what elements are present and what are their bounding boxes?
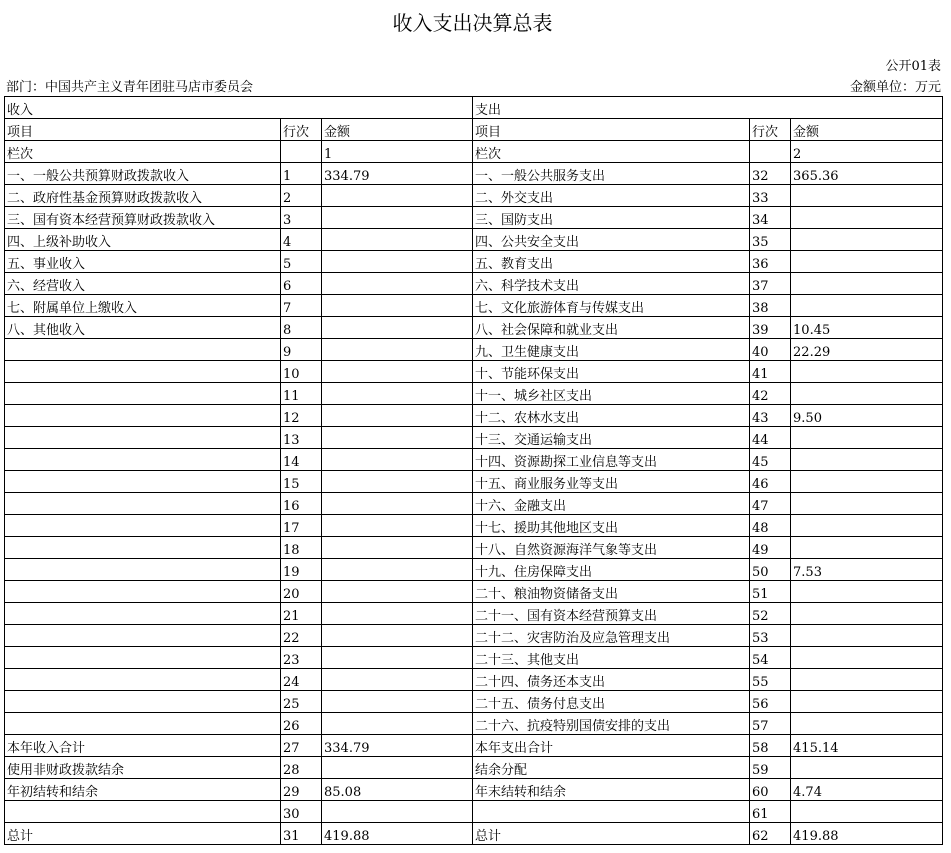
table-row (5, 427, 943, 449)
income-row-no-cell: 8 (281, 317, 322, 339)
expense-row-no-cell: 48 (750, 515, 791, 537)
expense-amount-cell: 4.74 (791, 779, 943, 801)
income-amount-cell (322, 471, 473, 493)
table-row (5, 603, 943, 625)
income-amount-cell (322, 273, 473, 295)
table-row (5, 515, 943, 537)
expense-row-no-cell: 37 (750, 273, 791, 295)
table-row (5, 559, 943, 581)
expense-item-cell (473, 801, 750, 823)
expense-item-cell: 二十六、抗疫特别国债安排的支出 (473, 713, 750, 735)
expense-item-cell: 八、社会保障和就业支出 (473, 317, 750, 339)
table-row (5, 273, 943, 295)
income-section-header: 收入 (5, 97, 473, 119)
table-row (5, 449, 943, 471)
income-row-no-header: 行次 (281, 119, 322, 141)
expense-item-cell: 十六、金融支出 (473, 493, 750, 515)
income-row-no-cell: 14 (281, 449, 322, 471)
income-row-no-cell: 31 (281, 823, 322, 845)
expense-item-cell: 总计 (473, 823, 750, 845)
income-amount-cell (322, 427, 473, 449)
table-row (5, 185, 943, 207)
expense-amount-cell (791, 581, 943, 603)
income-item-cell (5, 669, 281, 691)
expense-amount-cell (791, 207, 943, 229)
income-row-no-cell: 9 (281, 339, 322, 361)
expense-item-cell: 二、外交支出 (473, 185, 750, 207)
income-row-no-cell: 12 (281, 405, 322, 427)
income-amount-cell (322, 339, 473, 361)
department-label: 部门：中国共产主义青年团驻马店市委员会 (6, 80, 254, 95)
section-header-row (5, 97, 943, 119)
income-item-cell: 年初结转和结余 (5, 779, 281, 801)
expense-row-no-cell: 58 (750, 735, 791, 757)
expense-item-cell: 十一、城乡社区支出 (473, 383, 750, 405)
income-row-no-cell: 28 (281, 757, 322, 779)
expense-row-no-cell: 32 (750, 163, 791, 185)
expense-row-no-cell: 36 (750, 251, 791, 273)
table-row (5, 625, 943, 647)
report-title: 收入支出决算总表 (392, 11, 553, 35)
expense-item-cell: 六、科学技术支出 (473, 273, 750, 295)
income-item-cell (5, 471, 281, 493)
income-item-cell: 总计 (5, 823, 281, 845)
income-item-cell (5, 801, 281, 823)
income-amount-cell (322, 251, 473, 273)
income-row-no-cell: 15 (281, 471, 322, 493)
income-amount-cell (322, 317, 473, 339)
expense-item-cell: 二十四、债务还本支出 (473, 669, 750, 691)
expense-item-cell: 二十一、国有资本经营预算支出 (473, 603, 750, 625)
expense-item-cell: 二十五、债务付息支出 (473, 691, 750, 713)
income-amount-cell: 334.79 (322, 163, 473, 185)
expense-row-no-cell: 56 (750, 691, 791, 713)
expense-row-no-cell: 44 (750, 427, 791, 449)
table-row (5, 713, 943, 735)
expense-item-cell: 十五、商业服务业等支出 (473, 471, 750, 493)
expense-item-cell: 年末结转和结余 (473, 779, 750, 801)
expense-row-no-cell: 49 (750, 537, 791, 559)
expense-item-cell: 十七、援助其他地区支出 (473, 515, 750, 537)
income-row-no-cell: 10 (281, 361, 322, 383)
expense-row-no-cell: 52 (750, 603, 791, 625)
income-row-no-cell: 22 (281, 625, 322, 647)
table-row (5, 163, 943, 185)
income-row-no-cell: 19 (281, 559, 322, 581)
expense-amount-cell (791, 229, 943, 251)
expense-column-number: 2 (791, 141, 943, 163)
income-amount-cell (322, 603, 473, 625)
income-item-cell (5, 691, 281, 713)
income-item-cell (5, 405, 281, 427)
income-amount-cell (322, 383, 473, 405)
income-amount-cell: 85.08 (322, 779, 473, 801)
income-item-cell: 本年收入合计 (5, 735, 281, 757)
income-amount-cell (322, 647, 473, 669)
income-amount-cell (322, 185, 473, 207)
income-amount-cell (322, 493, 473, 515)
expense-amount-cell (791, 537, 943, 559)
income-amount-cell (322, 361, 473, 383)
expense-item-header: 项目 (473, 119, 750, 141)
income-amount-cell (322, 229, 473, 251)
income-amount-cell (322, 669, 473, 691)
expense-item-cell: 一、一般公共服务支出 (473, 163, 750, 185)
income-amount-cell (322, 207, 473, 229)
income-item-cell (5, 559, 281, 581)
table-body (5, 163, 943, 845)
column-header-row (5, 119, 943, 141)
expense-item-cell: 四、公共安全支出 (473, 229, 750, 251)
income-item-cell: 一、一般公共预算财政拨款收入 (5, 163, 281, 185)
income-index-blank (281, 141, 322, 163)
income-item-cell: 六、经营收入 (5, 273, 281, 295)
income-row-no-cell: 16 (281, 493, 322, 515)
expense-amount-cell: 7.53 (791, 559, 943, 581)
table-row (5, 493, 943, 515)
income-row-no-cell: 1 (281, 163, 322, 185)
income-item-cell: 二、政府性基金预算财政拨款收入 (5, 185, 281, 207)
expense-item-cell: 十二、农林水支出 (473, 405, 750, 427)
income-expense-table (4, 96, 943, 845)
expense-item-cell: 十三、交通运输支出 (473, 427, 750, 449)
income-row-no-cell: 2 (281, 185, 322, 207)
income-item-cell (5, 339, 281, 361)
income-item-cell: 使用非财政拨款结余 (5, 757, 281, 779)
expense-row-no-cell: 41 (750, 361, 791, 383)
table-row (5, 207, 943, 229)
income-amount-cell (322, 801, 473, 823)
expense-amount-cell (791, 757, 943, 779)
expense-amount-cell (791, 603, 943, 625)
table-row (5, 801, 943, 823)
expense-row-no-cell: 51 (750, 581, 791, 603)
income-row-no-cell: 5 (281, 251, 322, 273)
income-amount-cell: 419.88 (322, 823, 473, 845)
expense-amount-cell: 22.29 (791, 339, 943, 361)
income-item-cell: 七、附属单位上缴收入 (5, 295, 281, 317)
income-amount-cell (322, 691, 473, 713)
table-row (5, 229, 943, 251)
income-amount-cell (322, 713, 473, 735)
expense-item-cell: 二十二、灾害防治及应急管理支出 (473, 625, 750, 647)
expense-item-cell: 十八、自然资源海洋气象等支出 (473, 537, 750, 559)
expense-item-cell: 九、卫生健康支出 (473, 339, 750, 361)
expense-amount-cell (791, 273, 943, 295)
expense-row-no-header: 行次 (750, 119, 791, 141)
income-amount-cell (322, 295, 473, 317)
expense-row-no-cell: 43 (750, 405, 791, 427)
table-row (5, 647, 943, 669)
expense-amount-cell: 365.36 (791, 163, 943, 185)
income-item-cell (5, 603, 281, 625)
income-row-no-cell: 17 (281, 515, 322, 537)
expense-amount-cell (791, 251, 943, 273)
expense-row-no-cell: 53 (750, 625, 791, 647)
expense-amount-cell (791, 493, 943, 515)
income-column-number: 1 (322, 141, 473, 163)
expense-item-cell: 五、教育支出 (473, 251, 750, 273)
expense-row-no-cell: 38 (750, 295, 791, 317)
expense-row-no-cell: 34 (750, 207, 791, 229)
income-row-no-cell: 11 (281, 383, 322, 405)
table-row (5, 383, 943, 405)
income-row-no-cell: 18 (281, 537, 322, 559)
expense-item-cell: 二十三、其他支出 (473, 647, 750, 669)
income-item-cell: 四、上级补助收入 (5, 229, 281, 251)
income-amount-cell (322, 537, 473, 559)
expense-amount-cell: 415.14 (791, 735, 943, 757)
income-item-cell (5, 449, 281, 471)
income-item-cell (5, 427, 281, 449)
income-item-cell (5, 647, 281, 669)
income-item-cell (5, 361, 281, 383)
income-item-cell (5, 537, 281, 559)
expense-amount-cell: 419.88 (791, 823, 943, 845)
expense-amount-cell (791, 647, 943, 669)
income-row-no-cell: 30 (281, 801, 322, 823)
income-row-no-cell: 4 (281, 229, 322, 251)
income-row-no-cell: 21 (281, 603, 322, 625)
income-amount-cell (322, 625, 473, 647)
expense-item-cell: 结余分配 (473, 757, 750, 779)
expense-amount-cell (791, 515, 943, 537)
expense-amount-cell (791, 361, 943, 383)
income-row-no-cell: 6 (281, 273, 322, 295)
expense-index-label: 栏次 (473, 141, 750, 163)
table-row (5, 691, 943, 713)
expense-amount-cell (791, 713, 943, 735)
income-amount-cell (322, 405, 473, 427)
income-item-cell: 八、其他收入 (5, 317, 281, 339)
income-amount-cell (322, 757, 473, 779)
income-row-no-cell: 24 (281, 669, 322, 691)
income-index-label: 栏次 (5, 141, 281, 163)
income-amount-cell (322, 449, 473, 471)
expense-amount-cell (791, 669, 943, 691)
expense-amount-cell (791, 383, 943, 405)
expense-amount-cell (791, 625, 943, 647)
income-row-no-cell: 13 (281, 427, 322, 449)
expense-amount-cell (791, 801, 943, 823)
expense-amount-cell (791, 449, 943, 471)
table-row (5, 361, 943, 383)
expense-item-cell: 十四、资源勘探工业信息等支出 (473, 449, 750, 471)
income-amount-cell (322, 581, 473, 603)
table-row (5, 581, 943, 603)
expense-index-blank (750, 141, 791, 163)
expense-item-cell: 二十、粮油物资储备支出 (473, 581, 750, 603)
table-row (5, 537, 943, 559)
expense-section-header: 支出 (473, 97, 943, 119)
income-item-cell (5, 713, 281, 735)
income-row-no-cell: 7 (281, 295, 322, 317)
amount-unit-label: 金额单位：万元 (849, 80, 941, 95)
expense-amount-header: 金额 (791, 119, 943, 141)
expense-row-no-cell: 50 (750, 559, 791, 581)
income-item-cell (5, 625, 281, 647)
expense-amount-cell (791, 295, 943, 317)
income-amount-cell (322, 559, 473, 581)
expense-row-no-cell: 42 (750, 383, 791, 405)
income-amount-cell: 334.79 (322, 735, 473, 757)
expense-item-cell: 七、文化旅游体育与传媒支出 (473, 295, 750, 317)
expense-row-no-cell: 55 (750, 669, 791, 691)
expense-row-no-cell: 45 (750, 449, 791, 471)
expense-item-cell: 三、国防支出 (473, 207, 750, 229)
income-item-cell (5, 383, 281, 405)
form-number: 公开01表 (885, 59, 941, 74)
income-amount-cell (322, 515, 473, 537)
expense-row-no-cell: 61 (750, 801, 791, 823)
income-row-no-cell: 26 (281, 713, 322, 735)
expense-amount-cell: 10.45 (791, 317, 943, 339)
expense-row-no-cell: 62 (750, 823, 791, 845)
income-row-no-cell: 25 (281, 691, 322, 713)
table-row (5, 669, 943, 691)
income-row-no-cell: 29 (281, 779, 322, 801)
expense-item-cell: 十九、住房保障支出 (473, 559, 750, 581)
table-row (5, 779, 943, 801)
income-row-no-cell: 3 (281, 207, 322, 229)
expense-amount-cell (791, 427, 943, 449)
income-item-cell (5, 581, 281, 603)
expense-row-no-cell: 59 (750, 757, 791, 779)
expense-row-no-cell: 33 (750, 185, 791, 207)
expense-row-no-cell: 35 (750, 229, 791, 251)
income-item-header: 项目 (5, 119, 281, 141)
table-row (5, 251, 943, 273)
expense-amount-cell (791, 691, 943, 713)
income-item-cell (5, 515, 281, 537)
table-row (5, 317, 943, 339)
expense-row-no-cell: 39 (750, 317, 791, 339)
table-row (5, 757, 943, 779)
income-item-cell (5, 493, 281, 515)
column-index-row (5, 141, 943, 163)
income-item-cell: 三、国有资本经营预算财政拨款收入 (5, 207, 281, 229)
expense-item-cell: 十、节能环保支出 (473, 361, 750, 383)
income-amount-header: 金额 (322, 119, 473, 141)
income-row-no-cell: 23 (281, 647, 322, 669)
income-row-no-cell: 27 (281, 735, 322, 757)
expense-item-cell: 本年支出合计 (473, 735, 750, 757)
table-row (5, 823, 943, 845)
table-row (5, 295, 943, 317)
expense-amount-cell (791, 185, 943, 207)
expense-row-no-cell: 47 (750, 493, 791, 515)
expense-row-no-cell: 60 (750, 779, 791, 801)
table-row (5, 471, 943, 493)
table-row (5, 339, 943, 361)
table-row (5, 405, 943, 427)
expense-row-no-cell: 40 (750, 339, 791, 361)
income-row-no-cell: 20 (281, 581, 322, 603)
table-row (5, 735, 943, 757)
expense-amount-cell: 9.50 (791, 405, 943, 427)
expense-amount-cell (791, 471, 943, 493)
expense-row-no-cell: 57 (750, 713, 791, 735)
expense-row-no-cell: 46 (750, 471, 791, 493)
expense-row-no-cell: 54 (750, 647, 791, 669)
income-item-cell: 五、事业收入 (5, 251, 281, 273)
